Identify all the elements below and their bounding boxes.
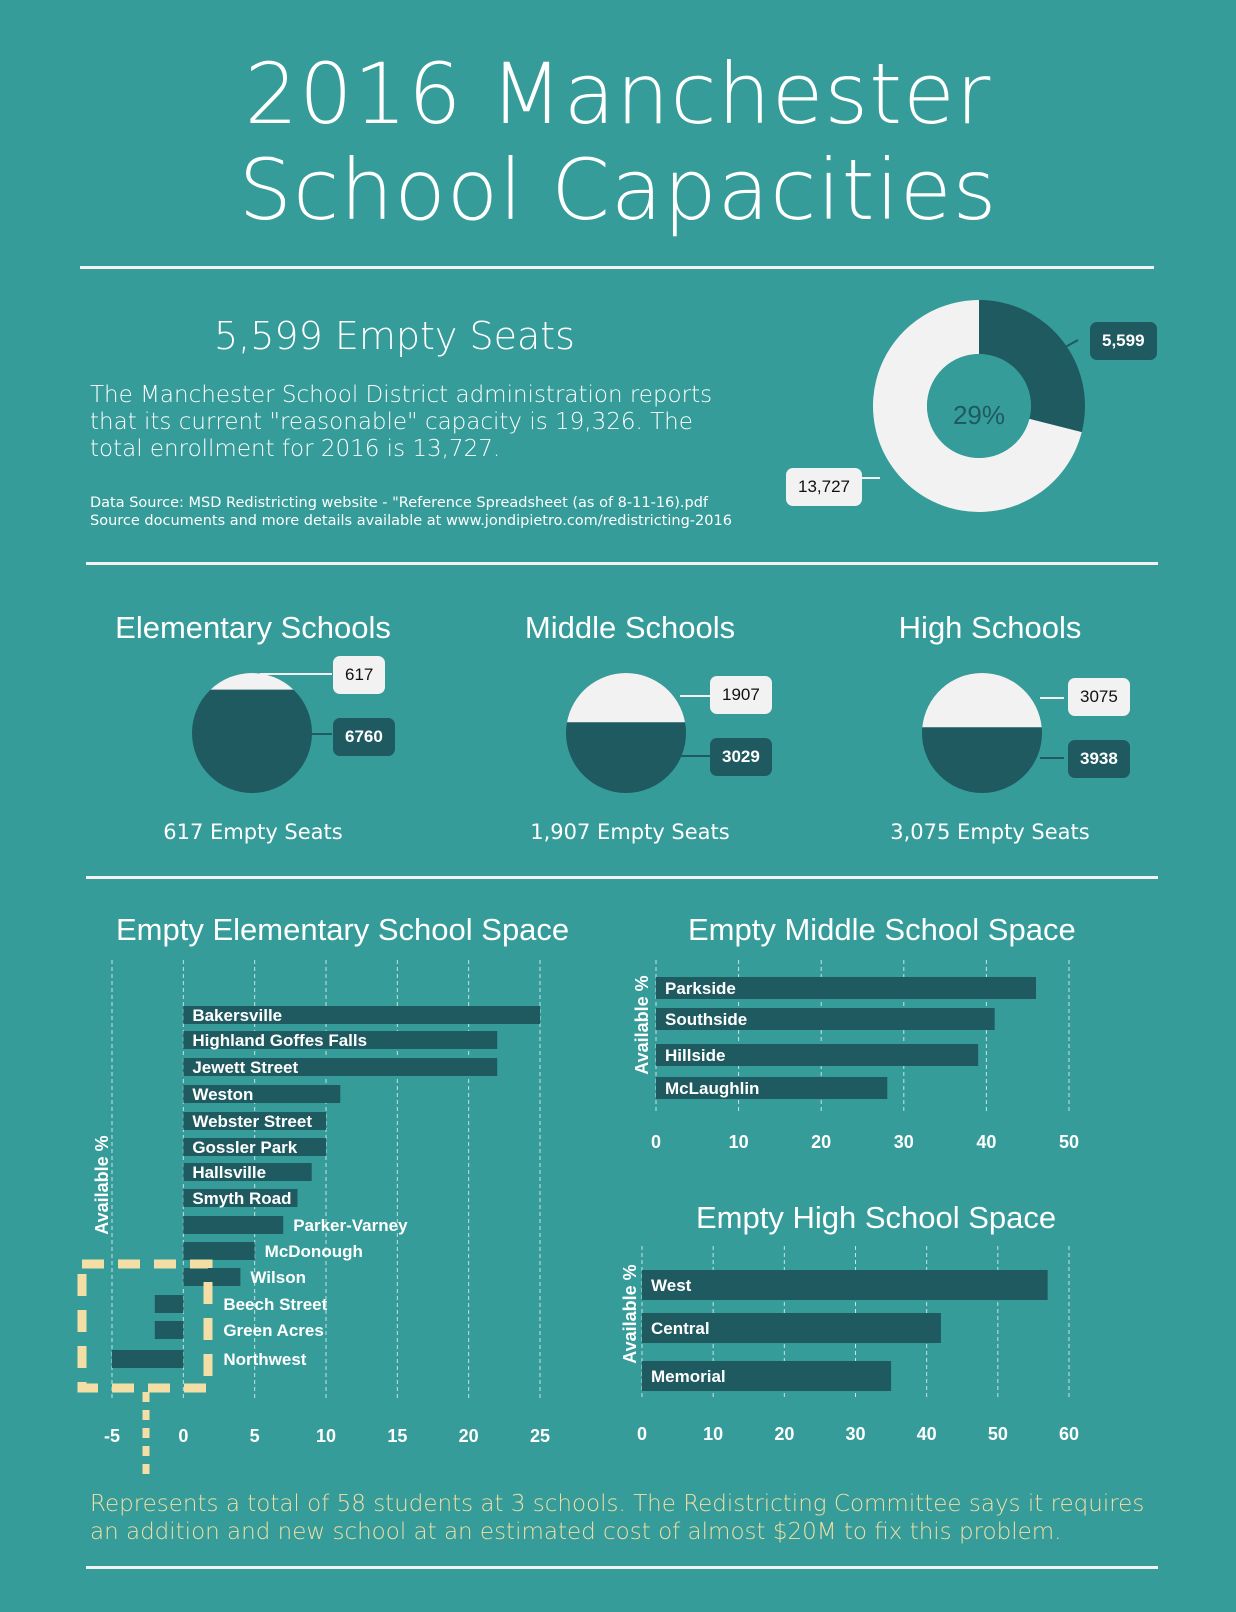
bar-label: Central [651,1319,710,1338]
bar-label: Webster Street [192,1112,313,1131]
x-tick-label: 40 [916,1424,937,1444]
donut-center-label: 29% [952,400,1006,430]
donut-enrolled-callout: 13,727 [786,468,862,506]
middle-empty-callout: 1907 [710,676,772,714]
x-tick-label: 20 [774,1424,795,1444]
bar-label: McLaughlin [665,1079,760,1098]
high-empty-callout: 3075 [1068,678,1130,716]
bar-label: Gossler Park [192,1138,298,1157]
bar [183,1216,283,1234]
bar-label: Bakersville [192,1006,283,1025]
divider-4 [86,1566,1158,1569]
bar [112,1350,183,1368]
bar-label: Northwest [223,1350,307,1369]
bar-label: Smyth Road [192,1189,292,1208]
x-tick-label: 0 [178,1426,189,1446]
bar-label: West [651,1276,692,1295]
x-tick-label: 5 [249,1426,260,1446]
x-tick-label: 10 [315,1426,337,1446]
bar-label: Memorial [651,1367,726,1386]
empty-seats-headline: 5,599 Empty Seats [214,314,575,358]
bar-label: McDonough [264,1242,363,1261]
elementary-caption: 617 Empty Seats [163,820,343,844]
title-line-2: School Capacities [238,141,998,239]
bar-label: Jewett Street [192,1058,299,1077]
elementary-enrolled-callout: 6760 [333,718,395,756]
bar [642,1270,1048,1300]
x-tick-label: 60 [1058,1424,1080,1444]
bar-label: Parkside [665,979,736,998]
x-tick-label: 30 [845,1424,866,1444]
x-tick-label: 10 [703,1424,724,1444]
bar-label: Wilson [250,1268,306,1287]
middle-caption: 1,907 Empty Seats [530,820,730,844]
x-tick-label: 20 [458,1426,479,1446]
bar-label: Green Acres [223,1321,324,1340]
title-line-1: 2016 Manchester [244,45,992,143]
bar-label: Highland Goffes Falls [192,1031,368,1050]
high-caption: 3,075 Empty Seats [890,820,1090,844]
x-tick-label: 25 [529,1426,551,1446]
high-y-axis-label: Available % [620,1264,640,1364]
bar [155,1321,184,1339]
high-heading: High Schools [898,610,1082,645]
source-line-2: Source documents and more details available at www.jondipietro.com/redistricting-2016 [90,513,732,529]
bar-label: Beech Street [223,1295,328,1314]
middle-heading: Middle Schools [524,610,736,645]
x-tick-label: 0 [636,1424,648,1444]
elementary-chart-title: Empty Elementary School Space [116,912,570,947]
donut-empty-callout: 5,599 [1090,322,1157,360]
x-tick-label: 20 [811,1132,832,1152]
bar [183,1242,254,1260]
high-chart-title: Empty High School Space [696,1200,1057,1235]
middle-y-axis-label: Available % [632,975,652,1075]
high-enrolled-callout: 3938 [1068,740,1130,778]
bar-label: Southside [665,1010,748,1029]
elementary-empty-callout: 617 [333,656,385,694]
x-tick-label: 30 [893,1132,914,1152]
middle-enrolled-callout: 3029 [710,738,772,776]
x-tick-label: 15 [387,1426,408,1446]
x-tick-label: 50 [1058,1132,1080,1152]
elementary-y-axis-label: Available % [92,1135,112,1235]
x-tick-label: 50 [987,1424,1008,1444]
overview-description: The Manchester School District administration reports that its current "reasonable" capacity is 19,326. The total enrollment for 2016 is 13,727. [90,382,713,462]
footnote: Represents a total of 58 students at 3 schools. The Redistricting Committee says it requires an addition and new school at an estimated cost of almost $20M to fix this problem. [90,1491,1145,1545]
x-tick-label: -5 [103,1426,121,1446]
bar-label: Parker-Varney [293,1216,408,1235]
bar-label: Weston [192,1085,254,1104]
source-line-1: Data Source: MSD Redistricting website - "Reference Spreadsheet (as of 8-11-16).pdf [90,495,709,511]
bar [155,1295,184,1313]
x-tick-label: 0 [650,1132,662,1152]
x-tick-label: 40 [976,1132,997,1152]
middle-chart-title: Empty Middle School Space [688,912,1076,947]
bar-label: Hallsville [192,1163,267,1182]
elementary-heading: Elementary Schools [115,610,391,645]
x-tick-label: 10 [728,1132,749,1152]
bar-label: Hillside [665,1046,726,1065]
